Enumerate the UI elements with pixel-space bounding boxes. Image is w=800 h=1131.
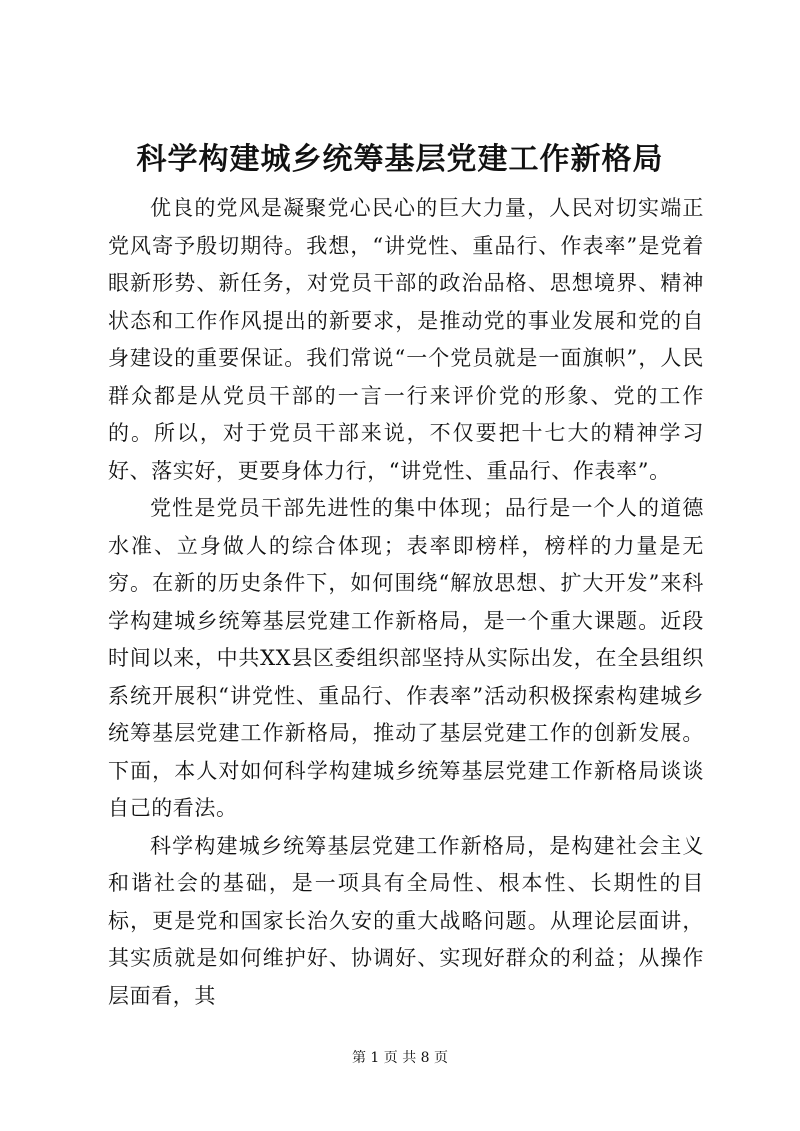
paragraph-1: 优良的党风是凝聚党心民心的巨大力量，人民对切实端正党风寄予殷切期待。我想，“讲党性、重品行、作表率”是党着眼新形势、新任务，对党员干部的政治品格、思想境界、精神状态和工作作风提出的新要求，是推动党的事业发展和党的自身建设的重要保证。我们常说“一个党员就是一面旗帜”，人民群众都是从党员干部的一言一行来评价党的形象、党的工作的。所以，对于党员干部来说，不仅要把十七大的精神学习好、落实好，更要身体力行，“讲党性、重品行、作表率”。 bbox=[108, 196, 704, 483]
document-body bbox=[108, 190, 704, 1015]
document-title: 科学构建城乡统筹基层党建工作新格局 bbox=[136, 142, 664, 177]
paragraph-3: 科学构建城乡统筹基层党建工作新格局，是构建社会主义和谐社会的基础，是一项具有全局性、根本性、长期性的目标，更是党和国家长治久安的重大战略问题。从理论层面讲，其实质就是如何维护好、协调好、实现好群众的利益；从操作层面看，其 bbox=[108, 833, 704, 1008]
paragraph-2: 党性是党员干部先进性的集中体现；品行是一个人的道德水准、立身做人的综合体现；表率即榜样，榜样的力量是无穷。在新的历史条件下，如何围绕“解放思想、扩大开发”来科学构建城乡统筹基层党建工作新格局，是一个重大课题。近段时间以来，中共XX县区委组织部坚持从实际出发，在全县组织系统开展积“讲党性、重品行、作表率”活动积极探索构建城乡统筹基层党建工作新格局，推动了基层党建工作的创新发展。下面，本人对如何科学构建城乡统筹基层党建工作新格局谈谈自己的看法。 bbox=[108, 496, 704, 820]
page-number-footer: 第 1 页 共 8 页 bbox=[351, 1050, 449, 1066]
